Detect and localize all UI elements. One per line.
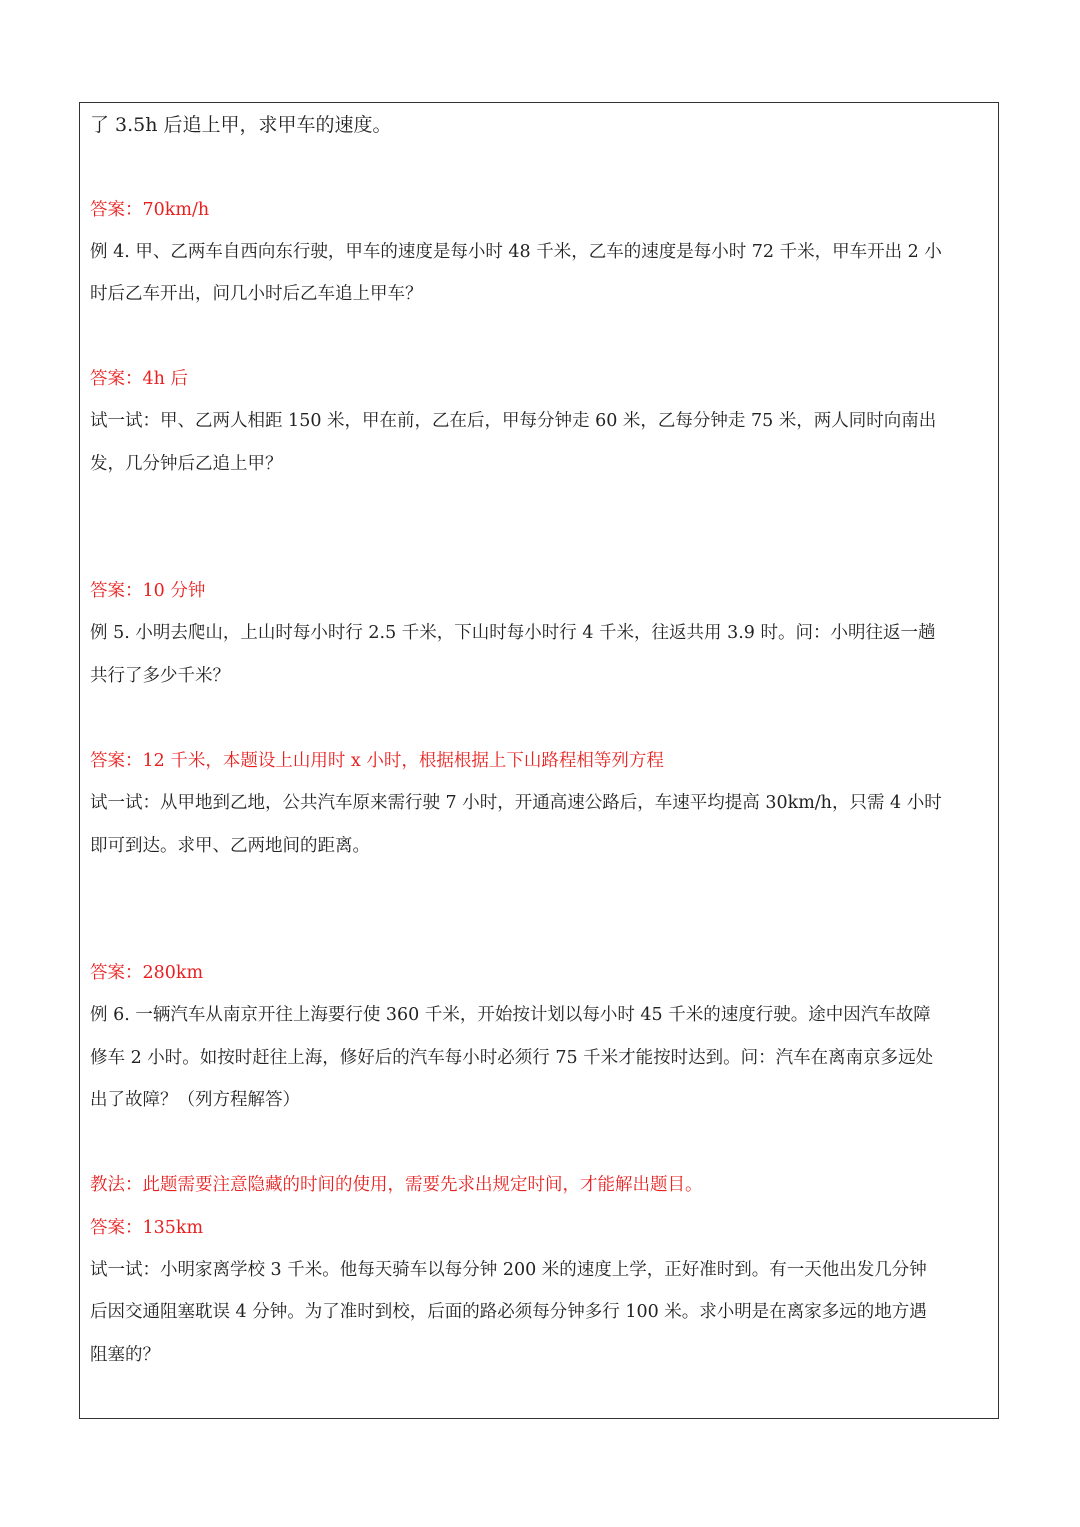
exercise-line-1: 试一试：甲、乙两人相距 150 米，甲在前，乙在后，甲每分钟走 60 米，乙每分钟走 75 米，两人同时向南出 (90, 411, 937, 431)
exercise-line-2: 后因交通阻塞耽误 4 分钟。为了准时到校，后面的路必须每分钟多行 100 米。求小明是在离家多远的地方遇 (90, 1302, 927, 1322)
problem-text-line: 了 3.5h 后追上甲，求甲车的速度。 (90, 114, 392, 136)
example-5-line-2: 共行了多少千米？ (90, 666, 230, 686)
exercise-line-1: 试一试：从甲地到乙地，公共汽车原来需行驶 7 小时，开通高速公路后，车速平均提高 30km/h，只需 4 小时 (90, 793, 942, 813)
example-4-line-2: 时后乙车开出，问几小时后乙车追上甲车？ (90, 284, 423, 304)
answer-line: 答案：280km (90, 963, 204, 983)
teaching-note-line: 教法：此题需要注意隐藏的时间的使用，需要先求出规定时间，才能解出题目。 (90, 1175, 703, 1195)
exercise-line-1: 试一试：小明家离学校 3 千米。他每天骑车以每分钟 200 米的速度上学，正好准时到。有一天他出发几分钟 (90, 1260, 927, 1280)
example-4-line-1: 例 4. 甲、乙两车自西向东行驶，甲车的速度是每小时 48 千米，乙车的速度是每小时 72 千米，甲车开出 2 小 (90, 242, 942, 262)
example-6-line-1: 例 6. 一辆汽车从南京开往上海要行使 360 千米，开始按计划以每小时 45 千米的速度行驶。途中因汽车故障 (90, 1005, 931, 1025)
example-5-line-1: 例 5. 小明去爬山，上山时每小时行 2.5 千米，下山时每小时行 4 千米，往返共用 3.9 时。问：小明往返一趟 (90, 623, 936, 643)
answer-line: 答案：12 千米，本题设上山用时 x 小时，根据根据上下山路程相等列方程 (90, 751, 664, 771)
answer-line: 答案：10 分钟 (90, 581, 206, 601)
example-6-line-3: 出了故障？（列方程解答） (90, 1090, 300, 1110)
exercise-line-2: 即可到达。求甲、乙两地间的距离。 (90, 836, 370, 856)
answer-line: 答案：70km/h (90, 200, 210, 220)
example-6-line-2: 修车 2 小时。如按时赶往上海，修好后的汽车每小时必须行 75 千米才能按时达到。问：汽车在离南京多远处 (90, 1048, 934, 1068)
answer-line: 答案：135km (90, 1218, 204, 1238)
exercise-line-2: 发，几分钟后乙追上甲？ (90, 454, 283, 474)
exercise-line-3: 阻塞的？ (90, 1345, 160, 1365)
answer-line: 答案：4h 后 (90, 369, 188, 389)
